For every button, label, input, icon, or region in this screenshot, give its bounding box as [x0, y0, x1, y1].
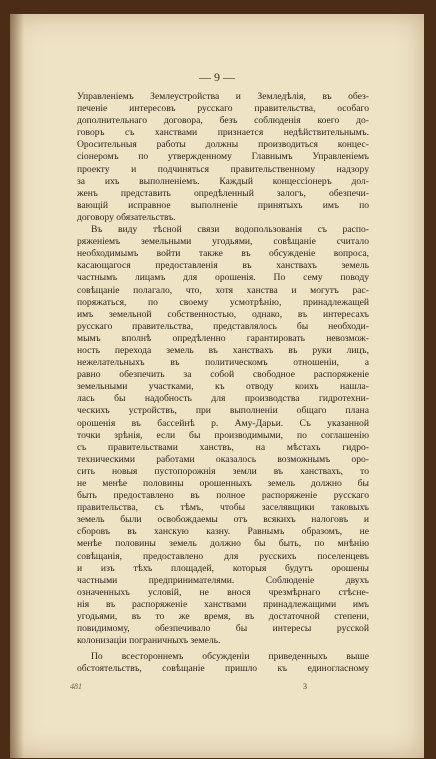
text-line: поряжаться, по своему усмотрѣнію, принадлежащей	[77, 296, 369, 308]
binding-gutter	[10, 14, 24, 758]
text-line: касающагося предоставленія въ ханствахъ земель	[77, 260, 369, 272]
text-line: сіонеромъ по утвержденному Главнымъ Управленіемъ	[77, 151, 369, 163]
text-line: равно обезпечить за собой свободное распоряженіе	[77, 369, 369, 381]
text-line: повидимому, обезпечивало бы интересы русской	[77, 623, 369, 635]
text-line: Въ виду тѣсной связи водопользованія съ распо-	[91, 224, 369, 236]
text-line: Управленіемъ Землеустройства и Земледѣлія, въ обез-	[77, 91, 369, 102]
footer-signature-mark: 3	[303, 682, 307, 691]
text-line: совѣщанія, предоставлено для русскихъ поселенцевъ	[77, 550, 369, 562]
text-line: точки зрѣнія, если бы производимыми, по соглашенію	[77, 429, 369, 441]
text-line: необходимымъ войти также въ обсужденіе вопроса,	[77, 248, 369, 260]
text-line: имъ земельной собственностью, однако, въ интересахъ	[77, 308, 369, 320]
text-line: техническими работами оказалось возможнымъ оро-	[77, 453, 369, 465]
text-line: печеніе интересовъ русскаго правительства, особаго	[77, 103, 369, 115]
text-line: совѣщаніе полагало, что, хотя ханства и могутъ рас-	[77, 284, 369, 296]
text-line: договору обязательствъ.	[77, 211, 176, 223]
text-line: угодьями, въ то же время, въ достаточной степени,	[77, 611, 369, 623]
text-line: орошенія въ бассейнѣ р. Аму-Дарьи. Съ указанной	[77, 417, 369, 429]
text-line: мымъ вполнѣ опредѣленно гарантировать невозмож-	[77, 332, 369, 344]
text-line: обстоятельствъ, совѣщаніе пришло къ единогласному	[77, 663, 369, 675]
text-line: земельными участками, къ отводу коихъ нашла-	[77, 381, 369, 393]
text-line: сборовъ въ ханскую казну. Равнымъ образомъ, не	[77, 526, 369, 538]
text-line: частными предпринимателями. Соблюденіе двухъ	[77, 574, 369, 586]
text-line: русскаго правительства, представлялось бы необходи-	[77, 320, 369, 332]
text-line: ность перехода земель въ ханствахъ въ руки лицъ,	[77, 344, 369, 356]
text-line: женъ представить опредѣленный залогъ, обезпечи-	[77, 187, 369, 199]
text-line: ряженіемъ земельными угодьями, совѣщаніе считало	[77, 236, 369, 248]
text-line: нежелательныхъ въ политическомъ отношеніи, а	[77, 357, 369, 369]
footer-print-mark: 481	[70, 682, 82, 691]
text-line: ческихъ устройствъ, при выполненіи общаго плана	[77, 405, 369, 417]
text-line: колонизаціи пограничныхъ земель.	[77, 635, 221, 647]
text-line: земель были освобождаемы отъ всякихъ налоговъ и	[77, 514, 369, 526]
text-line: за ихъ выполненіемъ. Каждый концессіонеръ дол-	[77, 175, 369, 187]
text-line: проекту и подчиняться правительственному надзору	[77, 163, 369, 175]
text-line: быть предоставлено въ полное распоряженіе русскаго	[77, 490, 369, 502]
text-line: не менѣе половины орошенныхъ земель должно бы	[77, 478, 369, 489]
body-text	[77, 91, 369, 676]
text-line: означенныхъ условій, не внося чрезмѣрнаго стѣсне-	[77, 586, 369, 598]
text-line: лась бы надобность для производства гидротехни-	[77, 393, 369, 405]
text-line: и изъ тѣхъ площадей, которыя будутъ орошены	[77, 562, 369, 574]
text-line: По всестороннемъ обсужденіи приведенныхъ выше	[91, 651, 369, 663]
text-line: Оросительныя работы должны производиться концес-	[77, 139, 369, 151]
text-line: съ правительствами ханствъ, на мѣстахъ гидро-	[77, 441, 369, 453]
text-line: сить новыя пустопорожнія земли въ ханствахъ, то	[77, 465, 369, 477]
text-line: правительства, съ тѣмъ, чтобы заселявщики таковыхъ	[77, 502, 369, 514]
text-line: вающій исправное выполненіе принятыхъ имъ по	[77, 199, 369, 211]
text-line: частнымъ лицамъ для орошенія. По сему поводу	[77, 272, 369, 284]
text-line: менѣе половины земель должно бы быть, по мнѣнію	[77, 538, 369, 550]
paper-sheet	[10, 14, 424, 758]
text-line: дополнительнаго договора, безъ соблюденія коего до-	[77, 115, 369, 127]
text-line: говоръ съ ханствами признается недѣйствительнымъ.	[77, 127, 369, 139]
page-number-header: — 9 —	[199, 70, 235, 84]
text-line: нія въ распоряженіе ханствами принадлежащими имъ	[77, 598, 369, 610]
